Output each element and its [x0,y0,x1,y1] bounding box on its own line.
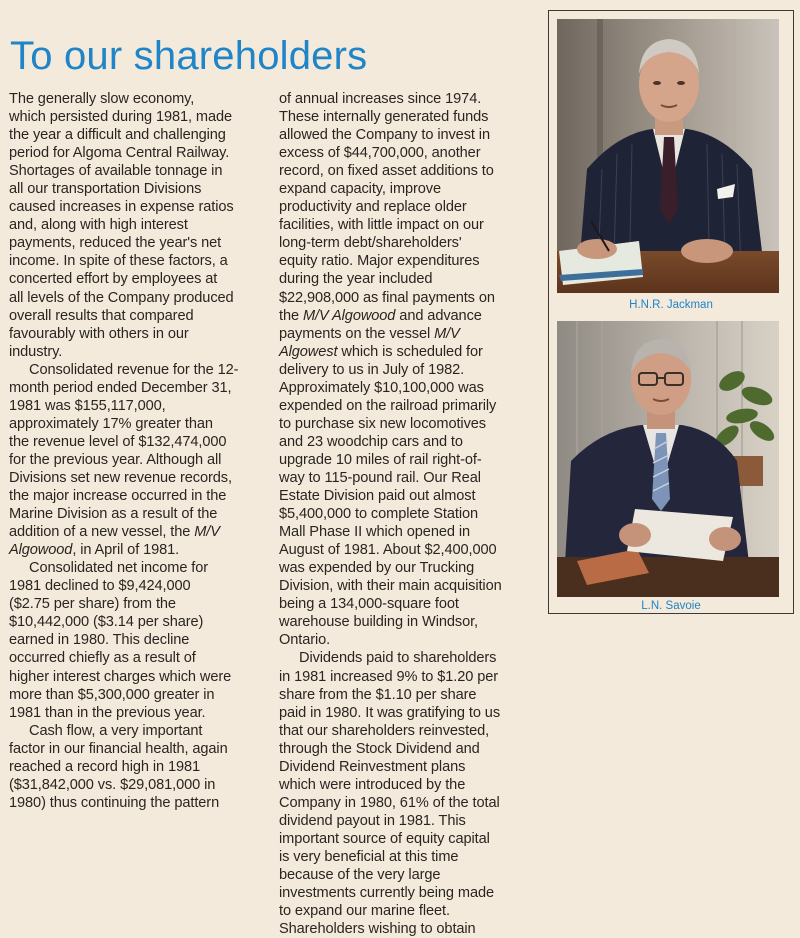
text-line: period for Algoma Central Railway. [9,145,230,162]
text-line: the revenue level of $132,474,000 [9,433,227,450]
text-line: occurred chiefly as a result of [9,650,196,667]
text-line [9,523,271,541]
text-line: through the Stock Dividend and [279,740,480,757]
text-line: is very beneficial at this time [279,848,459,865]
vessel-name: Algowest [279,343,338,360]
text-line: allowed the Company to invest in [279,127,490,144]
text-line: month period ended December 31, [9,379,232,396]
text-line: more than $5,300,000 greater in [9,686,215,703]
text-line: 1981 declined to $9,424,000 [9,578,191,595]
text-line: Shareholders wishing to obtain [279,921,476,938]
portrait-jackman-image [557,19,779,293]
text-line: payments, reduced the year's net [9,235,222,252]
text-line: Estate Division paid out almost [279,488,476,505]
text-line: Shortages of available tonnage in [9,163,223,180]
photo-caption: L.N. Savoie [641,600,701,612]
text-line: These internally generated funds [279,109,489,126]
text-line: and, along with high interest [9,217,188,234]
vessel-name: Algowood [9,542,73,559]
text-line: which were introduced by the [279,776,466,793]
text-line: expended on the railroad primarily [279,397,497,414]
photo-panel [548,10,794,614]
text-line: productivity and replace older [279,199,467,216]
vessel-prefix: M/V [194,524,220,541]
vessel-name: M/V Algowood [302,307,396,324]
text-line: facilities, with little impact on our [279,217,484,234]
text-line: $22,908,000 as final payments on [279,289,495,306]
text-line: which persisted during 1981, made [9,109,233,126]
text-line: because of the very large [279,867,441,884]
text-line: that our shareholders reinvested, [279,722,490,739]
text-line: overall results that compared [9,307,194,324]
text-run: payments on the vessel [279,325,431,342]
text-line: the major increase occurred in the [9,488,227,505]
text-line: Dividends paid to shareholders [299,650,497,667]
text-line: Company in 1980, 61% of the total [279,794,500,811]
text-line [279,343,541,361]
text-line: important source of equity capital [279,830,490,847]
text-run: and advance [399,307,482,324]
text-line: Marine Division as a result of the [9,506,218,523]
text-run: , in April of 1981. [72,542,180,559]
text-line: all levels of the Company produced [9,289,234,306]
text-line: and 23 woodchip cars and to [279,433,463,450]
text-line: Approximately $10,100,000 was [279,379,484,396]
text-line [9,541,271,559]
text-line: excess of $44,700,000, another [279,145,481,162]
text-line: all our transportation Divisions [9,181,202,198]
text-line: equity ratio. Major expenditures [279,253,480,270]
text-line: Cash flow, a very important [29,722,203,739]
text-line: Ontario. [279,632,331,649]
text-column-middle [279,90,541,938]
text-line: ($31,842,000 vs. $29,081,000 in [9,776,216,793]
text-line: to expand our marine fleet. [279,903,450,920]
text-line: income. In spite of these factors, a [9,253,228,270]
text-line: 1980) thus continuing the pattern [9,794,220,811]
text-line: paid in 1980. It was gratifying to us [279,704,501,721]
text-line: ($2.75 per share) from the [9,596,176,613]
text-line: factor in our financial health, again [9,740,228,757]
portrait-photo-savoie [557,321,779,597]
text-line: dividend payout in 1981. This [279,812,466,829]
text-run: addition of a new vessel, the [9,524,191,541]
photo-caption: H.N.R. Jackman [629,299,713,311]
text-line: $10,442,000 ($3.14 per share) [9,614,204,631]
text-line: way to 115-pound rail. Our Real [279,469,481,486]
text-line: share from the $1.10 per share [279,686,477,703]
text-line: investments currently being made [279,885,495,902]
text-line [279,307,541,325]
text-line: earned in 1980. This decline [9,632,190,649]
text-line: during the year included [279,271,433,288]
text-line: long-term debt/shareholders' [279,235,462,252]
text-line: Consolidated revenue for the 12- [29,361,239,378]
portrait-photo-jackman [557,19,779,293]
text-line: 1981 than in the previous year. [9,704,206,721]
text-line: delivery to us in July of 1982. [279,361,465,378]
text-line: warehouse building in Windsor, [279,614,478,631]
text-line: reached a record high in 1981 [9,758,201,775]
text-line: The generally slow economy, [9,91,195,107]
text-line: caused increases in expense ratios [9,199,234,216]
text-line: Divisions set new revenue records, [9,469,232,486]
text-column-left [9,90,271,812]
text-line: favourably with others in our [9,325,189,342]
text-line: Mall Phase II which opened in [279,524,470,541]
text-line: approximately 17% greater than [9,415,213,432]
text-line: concerted effort by employees at [9,271,218,288]
text-line: industry. [9,343,63,360]
text-line: expand capacity, improve [279,181,442,198]
vessel-prefix: M/V [434,325,460,342]
text-line: record, on fixed asset additions to [279,163,494,180]
text-line: $5,400,000 to complete Station [279,506,479,523]
text-line [279,325,541,343]
text-run: which is scheduled for [341,343,483,360]
text-line: to purchase six new locomotives [279,415,486,432]
text-line: Division, with their main acquisition [279,578,502,595]
text-line: Dividend Reinvestment plans [279,758,466,775]
text-line: August of 1981. About $2,400,000 [279,542,497,559]
portrait-savoie-image [557,321,779,597]
text-line: higher interest charges which were [9,668,232,685]
page-title: To our shareholders [10,34,368,78]
text-line: upgrade 10 miles of rail right-of- [279,451,482,468]
text-line: of annual increases since 1974. [279,91,482,107]
text-line: in 1981 increased 9% to $1.20 per [279,668,499,685]
text-run: the [279,307,299,324]
text-line: was expended by our Trucking [279,560,475,577]
text-line: for the previous year. Although all [9,451,222,468]
text-line: 1981 was $155,117,000, [9,397,166,414]
text-line: being a 134,000-square foot [279,596,459,613]
text-line: the year a difficult and challenging [9,127,226,144]
text-line: Consolidated net income for [29,560,209,577]
